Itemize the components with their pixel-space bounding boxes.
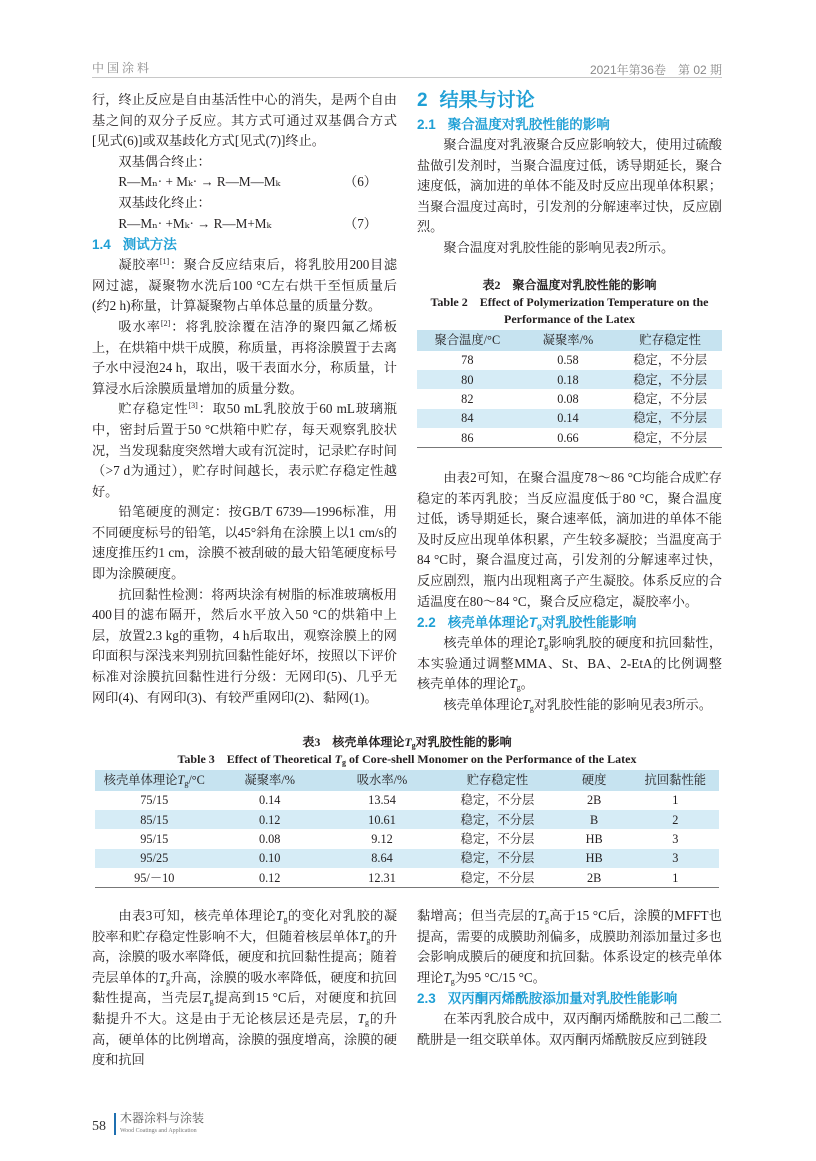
tg-symbol: $T_g$	[202, 990, 214, 1007]
table2-caption-en: Table 2 Effect of Polymerization Temperature on the Performance of the Latex	[430, 294, 709, 326]
upper-columns	[92, 88, 722, 716]
tg-symbol: $T_g$	[177, 773, 189, 789]
table-cell: 稳定，不分层	[460, 832, 535, 847]
table-cell: 稳定，不分层	[633, 353, 708, 368]
citation: [2]	[160, 318, 171, 328]
table-cell: 84	[417, 409, 518, 428]
table3-caption-en	[95, 751, 719, 768]
column-header: 聚合温度/°C	[417, 330, 518, 351]
tg-symbol: $T_g$	[158, 969, 171, 986]
table-cell: 稳定，不分层	[618, 370, 722, 389]
paragraph	[417, 135, 722, 238]
table-cell: 2	[632, 810, 719, 829]
table-cell: 稳定，不分层	[618, 409, 722, 428]
table-row	[95, 810, 719, 829]
table-cell: 82	[461, 392, 474, 407]
issue-info: 2021年第36卷 第 02 期	[589, 63, 722, 77]
page-number: 58	[92, 1118, 106, 1134]
tg-symbol: $T_g$	[357, 1010, 370, 1027]
column-header	[95, 770, 214, 791]
tg-symbol: $T_g$	[528, 615, 542, 632]
table-cell: 稳定，不分层	[460, 870, 535, 885]
table-cell: 13.54	[368, 793, 396, 808]
table-cell: B	[557, 810, 632, 829]
equation-text: R—Mₙ· + Mₖ· → R—M—Mₖ	[118, 174, 281, 190]
text-run: 提高到15 °C后，对硬度和抗回黏提升不大。这是由于无论核层还是壳层，	[92, 990, 397, 1026]
table-cell: 8.64	[326, 849, 438, 868]
text-run: 高于15 °C后，涂膜的MFFT也提高，需要的成膜助剂偏多，成膜助剂添加量过多也会影响成膜后的硬度和抗回黏。体系设定的核壳单体理论	[417, 908, 722, 985]
table-cell: 稳定，不分层	[438, 810, 557, 829]
paragraph	[92, 906, 397, 1071]
right-column	[417, 88, 722, 716]
table-row	[417, 389, 722, 408]
tg-symbol: $T_g$	[404, 734, 416, 750]
table-cell: HB	[585, 832, 603, 847]
section-heading-1-4: 1.4 测试方法	[92, 237, 177, 253]
journal-title-cn: 木器涂料与涂装	[120, 1110, 205, 1125]
paragraph	[92, 255, 397, 317]
section-heading-2-3: 2.3 双丙酮丙烯酰胺添加量对乳胶性能影响	[417, 991, 678, 1007]
paragraph	[92, 585, 397, 709]
equation-number: （6）	[344, 174, 377, 190]
table-row	[417, 428, 722, 447]
paragraph	[92, 399, 397, 502]
paragraph	[417, 468, 722, 612]
table-cell: 78	[461, 353, 474, 368]
bottom-left-column	[92, 906, 397, 1071]
section-heading-2-2: 2.2 核壳单体理论$T_g$对乳胶性能影响	[417, 615, 637, 632]
table-3-block	[95, 734, 719, 888]
text-run: 对乳胶性能的影响见表3所示。	[533, 696, 712, 712]
page-footer	[92, 1111, 722, 1141]
text-run: 凝聚率/%	[244, 773, 295, 788]
paragraph	[417, 695, 722, 716]
table-cell: 3	[632, 849, 719, 868]
text-run: 核壳单体理论	[447, 615, 529, 631]
tg-symbol: $T_g$	[509, 676, 521, 693]
text-run: 聚合温度对乳胶性能的影响见表2所示。	[443, 239, 675, 255]
text-run: 由表3可知，核壳单体理论	[118, 908, 277, 923]
tg-symbol: $T_g$	[537, 908, 550, 924]
left-column	[92, 88, 397, 708]
table-cell: 12.31	[368, 870, 396, 885]
text-run: ：将乳胶涂覆在洁净的聚四氟乙烯板上，在烘箱中烘干成膜，称质量，再将涂膜置于去离子水中浸泡24 h，取出，吸干表面水分，称质量，计算浸水后涂膜质量增加的质量分数。	[92, 318, 398, 396]
column-header	[557, 770, 632, 791]
citation: [3]	[188, 401, 198, 411]
table-cell: 1	[672, 793, 679, 808]
text-run: 贮存稳定性	[118, 401, 189, 417]
equation-label: 双基歧化终止：	[118, 194, 211, 210]
table-header-row	[417, 330, 722, 351]
table-2	[417, 330, 722, 448]
text-run: 的升高，硬单体的比例增高，涂膜的强度增高，涂膜的硬度和抗回	[92, 1010, 397, 1068]
table-cell: 3	[672, 832, 679, 847]
paragraph	[92, 90, 397, 152]
table-cell: 95/－10	[134, 870, 175, 885]
equation-7	[92, 214, 397, 235]
tg-symbol: $T_g$	[334, 751, 346, 767]
text-run: ：聚合反应结束后，将乳胶用200目滤网过滤，凝聚物水洗后100 °C左右烘干至恒质量后(约2 h)称量，计算凝聚物占单体总量的质量分数。	[92, 257, 398, 314]
column-header	[632, 770, 719, 791]
text-run: 聚合温度对乳液聚合反应影响较大，使用过硫酸盐做引发剂时，当聚合温度过低，诱导期延长，聚合速度低，滴加进的单体不能及时反应出现单体积累；当聚合温度过高时，引发剂的分解速率过快，反应剧烈。	[417, 137, 722, 235]
table-cell: 9.12	[371, 832, 393, 847]
table-cell: 0.18	[518, 370, 619, 389]
column-header: 贮存稳定性	[618, 330, 722, 351]
text-run: 的变化对乳胶的凝胶率和贮存稳定性影响不大，但随着核层单体	[92, 908, 398, 944]
text-run: Table 3 Effect of Theoretical	[177, 751, 335, 766]
text-run: 抗回黏性检测：将两块涂有树脂的标准玻璃板用400目的滤布隔开，然后水平放入50 °C的烘箱中上层，放置2.3 kg的重物，4 h后取出，观察涂膜上的网印面积与深浅来判别抗回黏性能好坏，按照以下评价标准对涂膜抗回黏性进行分级：无网印(5)、几乎无网印(4)、有网印(3)、有较严重网印(2)、黏网(1)。	[92, 586, 397, 705]
table-cell: 1	[672, 870, 679, 885]
table-cell: 稳定，不分层	[438, 849, 557, 868]
paragraph	[417, 1009, 722, 1050]
table-row	[417, 370, 722, 389]
table-row	[95, 791, 719, 810]
column-header	[326, 770, 438, 791]
text-run: 由表2可知，在聚合温度78～86 °C均能合成贮存稳定的苯丙乳胶；当反应温度低于80 °C，聚合温度过低，诱导期延长，聚合速率低，滴加进的单体不能及时反应出现单体积累，产生较多凝胶；当温度高于84 °C时，聚合温度过高，引发剂的分解速率过快，反应剧烈，瓶内出现粗离子产生凝胶。体系反应的合适温度在80～84 °C，聚合反应稳定，凝胶率小。	[417, 470, 722, 609]
table-cell: 稳定，不分层	[633, 392, 708, 407]
paragraph	[417, 633, 722, 695]
table-cell: 0.14	[258, 793, 281, 808]
table-cell: 0.14	[518, 409, 619, 428]
text-run: 影响乳胶的硬度和抗回黏性，本实验通过调整MMA、St、BA、2-EtA的比例调整核壳单体的理论	[417, 635, 723, 692]
table-cell: 95/25	[95, 849, 214, 868]
equation-6	[92, 172, 397, 193]
text-run: 升高，涂膜的吸水率降低，硬度和抗回黏性提高，当壳层	[92, 969, 398, 1006]
table-cell: 稳定，不分层	[633, 430, 708, 445]
lower-columns	[92, 906, 722, 1071]
text-run: 吸水率	[118, 318, 161, 334]
text-run: /°C	[188, 773, 205, 788]
table-row	[417, 351, 722, 370]
table-row	[417, 409, 722, 428]
text-run: 对乳胶性能影响	[541, 615, 637, 631]
text-run: 对乳胶性能的影响	[415, 734, 512, 749]
table-3	[95, 770, 719, 888]
tg-symbol: $T_g$	[536, 635, 549, 652]
table-cell: 0.08	[557, 392, 579, 407]
table-cell: 80	[417, 370, 518, 389]
text-run: 表3 核壳单体理论	[302, 734, 405, 749]
table-cell: 0.08	[258, 832, 281, 847]
text-run: 为95 °C/15 °C。	[454, 969, 546, 985]
tg-symbol: $T_g$	[443, 969, 455, 986]
section-heading-2-1: 2.1 聚合温度对乳胶性能的影响	[417, 117, 610, 132]
tg-symbol: $T_g$	[358, 928, 371, 945]
text-run: 。	[520, 676, 534, 692]
text-run: ：取50 mL乳胶放于60 mL玻璃瓶中，密封后置于50 °C烘箱中贮存，每天观察乳胶状况，当发现黏度突然增大或有沉淀时，记录贮存时间（>7 d为通过），贮存时间越长，表示贮存稳定性越好。	[92, 401, 397, 499]
table-cell: 0.58	[557, 353, 579, 368]
running-header	[92, 58, 722, 78]
text-run: 铅笔硬度的测定：按GB/T 6739—1996标准，用不同硬度标号的铅笔，以45°斜角在涂膜上以1 cm/s的速度推压约1 cm，涂膜不被刮破的最大铅笔硬度标号即为涂膜硬度。	[92, 504, 397, 582]
text-run: 黏增高；但当壳层的	[417, 908, 538, 923]
equation-number: （7）	[344, 215, 377, 231]
table-cell: 0.10	[214, 849, 326, 868]
table-cell: 0.12	[214, 810, 326, 829]
text-run: of Core-shell Monomer on the Performance of the Latex	[345, 751, 637, 766]
paragraph	[92, 502, 397, 584]
table-row	[95, 868, 719, 887]
paragraph	[92, 317, 397, 399]
equation-label: 双基偶合终止：	[118, 153, 211, 169]
table-cell: 75/15	[140, 793, 169, 808]
citation: [1]	[159, 257, 170, 267]
paragraph	[417, 906, 722, 988]
table3-caption-cn	[95, 734, 719, 751]
section-heading-2: 2 结果与讨论	[417, 90, 535, 111]
text-run: 的升高，涂膜的吸水率降低，硬度和抗回黏性提高；随着壳层单体的	[92, 928, 398, 985]
text-run: 吸水率/%	[356, 773, 408, 788]
text-run: 凝胶率	[118, 257, 160, 273]
table-cell: 10.61	[326, 810, 438, 829]
column-header: 凝聚率/%	[518, 330, 619, 351]
footer-divider	[114, 1113, 116, 1135]
paragraph	[417, 238, 722, 259]
table2-caption-cn: 表2 聚合温度对乳胶性能的影响	[482, 277, 657, 292]
table-header-row	[95, 770, 719, 791]
table-row	[95, 849, 719, 868]
column-header	[438, 770, 557, 791]
equation-text: R—Mₙ· +Mₖ· → R—M+Mₖ	[118, 215, 272, 231]
text-run: 行，终止反应是自由基活性中心的消失，是两个自由基之间的双分子反应。其方式可通过双基偶合方式[见式(6)]或双基歧化方式[见式(7)]终止。	[92, 92, 397, 149]
table-cell: 85/15	[95, 810, 214, 829]
text-run: 在苯丙乳胶合成中，双丙酮丙烯酰胺和己二酸二酰肼是一组交联单体。双丙酮丙烯酰胺反应到链段	[417, 1011, 722, 1047]
table-cell: 稳定，不分层	[460, 793, 535, 808]
table-row	[95, 829, 719, 848]
text-run: 核壳单体的理论	[443, 635, 537, 651]
table-cell: HB	[557, 849, 632, 868]
text-run: 贮存稳定性	[466, 773, 529, 788]
text-run: 硬度	[581, 773, 607, 788]
table-cell: 2B	[586, 793, 602, 808]
table-cell: 86	[461, 430, 474, 445]
text-run: 核壳单体理论	[103, 773, 178, 788]
text-run: 抗回黏性能	[644, 773, 707, 788]
bottom-right-column	[417, 906, 722, 1051]
page	[92, 0, 722, 1161]
table-cell: 0.66	[557, 430, 579, 445]
table-cell: 95/15	[140, 832, 169, 847]
tg-symbol: $T_g$	[276, 908, 288, 924]
table-cell: 2B	[586, 870, 602, 885]
tg-symbol: $T_g$	[522, 696, 534, 713]
journal-title-en: Wood Coatings and Application	[120, 1127, 197, 1134]
journal-name: 中国涂料	[92, 61, 153, 75]
table-cell: 0.12	[258, 870, 281, 885]
column-header	[214, 770, 326, 791]
text-run: 核壳单体理论	[443, 696, 523, 712]
